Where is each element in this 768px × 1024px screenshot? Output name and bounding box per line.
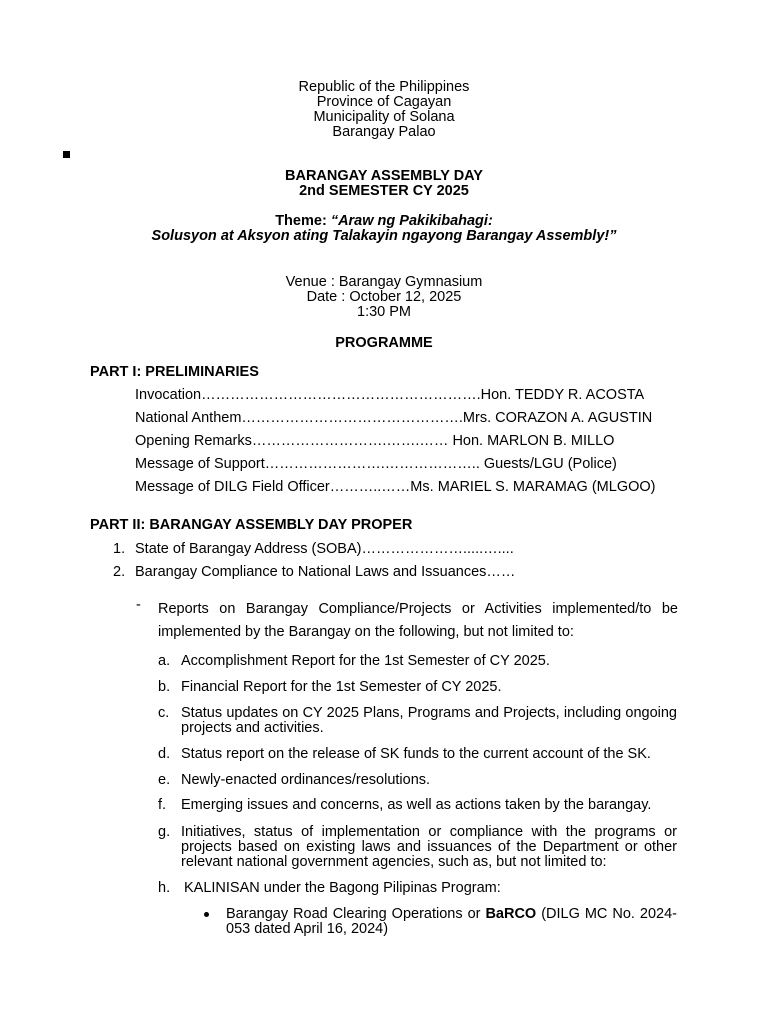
part1-item: Opening Remarks……………………….…….…… Hon. MARLON B. MILLO <box>135 433 615 449</box>
barco-text-after: (DILG MC No. 2024-053 dated April 16, 2024) <box>226 906 677 937</box>
lettered-item: Status updates on CY 2025 Plans, Programs and Projects, including ongoing projects and activities. <box>181 705 677 736</box>
letter-marker: e. <box>158 772 171 788</box>
date-line: Date : October 12, 2025 <box>306 289 462 305</box>
part1-heading: PART I: PRELIMINARIES <box>90 364 259 380</box>
letter-marker: g. <box>158 824 171 840</box>
dash-marker: - <box>136 597 141 613</box>
theme-label: Theme: <box>275 213 327 229</box>
venue-line: Venue : Barangay Gymnasium <box>285 274 483 290</box>
part1-item: Message of Support…………………….……………….. Guests/LGU (Police) <box>135 456 617 472</box>
letter-marker: c. <box>158 705 170 721</box>
part1-item: Invocation………………………………………………….Hon. TEDDY R. ACOSTA <box>135 387 645 403</box>
lettered-item: Financial Report for the 1st Semester of CY 2025. <box>181 679 502 695</box>
lettered-item: Status report on the release of SK funds to the current account of the SK. <box>181 746 651 762</box>
theme-quote-2: Solusyon at Aksyon ating Talakayin ngayong Barangay Assembly!” <box>151 228 617 244</box>
lettered-item: Newly-enacted ordinances/resolutions. <box>181 772 431 788</box>
letter-marker: b. <box>158 679 171 695</box>
reports-paragraph: Reports on Barangay Compliance/Projects or Activities implemented/to be implemented by the Barangay on the following, but not limited to: <box>158 601 678 640</box>
barco-text-before: Barangay Road Clearing Operations or <box>226 906 486 922</box>
bullet-dot-icon <box>204 912 209 917</box>
header-municipality: Municipality of Solana <box>313 109 455 125</box>
barco-bullet-item <box>226 907 677 937</box>
square-bullet-icon <box>63 151 70 158</box>
letter-marker: a. <box>158 653 171 669</box>
header-republic: Republic of the Philippines <box>298 79 470 95</box>
barco-acronym: BaRCO <box>485 906 537 922</box>
numbered-marker: 1. <box>113 541 126 557</box>
time-line: 1:30 PM <box>357 304 411 320</box>
numbered-item: State of Barangay Address (SOBA)………………….....….... <box>135 541 514 557</box>
letter-marker: h. <box>158 880 171 896</box>
theme-quote-1: “Araw ng Pakikibahagi: <box>330 213 493 229</box>
part1-item: Message of DILG Field Officer………..……Ms. MARIEL S. MARAMAG (MLGOO) <box>135 479 656 495</box>
letter-marker: f. <box>158 797 167 813</box>
lettered-item: Accomplishment Report for the 1st Semester of CY 2025. <box>181 653 550 669</box>
lettered-item: Emerging issues and concerns, as well as actions taken by the barangay. <box>181 797 652 813</box>
header-barangay: Barangay Palao <box>332 124 436 140</box>
letter-marker: d. <box>158 746 171 762</box>
doc-title: BARANGAY ASSEMBLY DAY <box>285 168 483 184</box>
programme-heading: PROGRAMME <box>335 335 433 351</box>
lettered-item: Initiatives, status of implementation or compliance with the programs or projects based on existing laws and issuances of the Department or other relevant national government agencies, such as, but not limited to: <box>181 824 677 870</box>
doc-subtitle: 2nd SEMESTER CY 2025 <box>299 183 469 199</box>
lettered-item: KALINISAN under the Bagong Pilipinas Program: <box>184 880 501 896</box>
part2-heading: PART II: BARANGAY ASSEMBLY DAY PROPER <box>90 517 413 533</box>
theme-line-1 <box>0 214 768 229</box>
numbered-marker: 2. <box>113 564 126 580</box>
header-province: Province of Cagayan <box>316 94 452 110</box>
part1-item: National Anthem……………………………………….Mrs. CORAZON A. AGUSTIN <box>135 410 653 426</box>
numbered-item: Barangay Compliance to National Laws and Issuances…… <box>135 564 516 580</box>
